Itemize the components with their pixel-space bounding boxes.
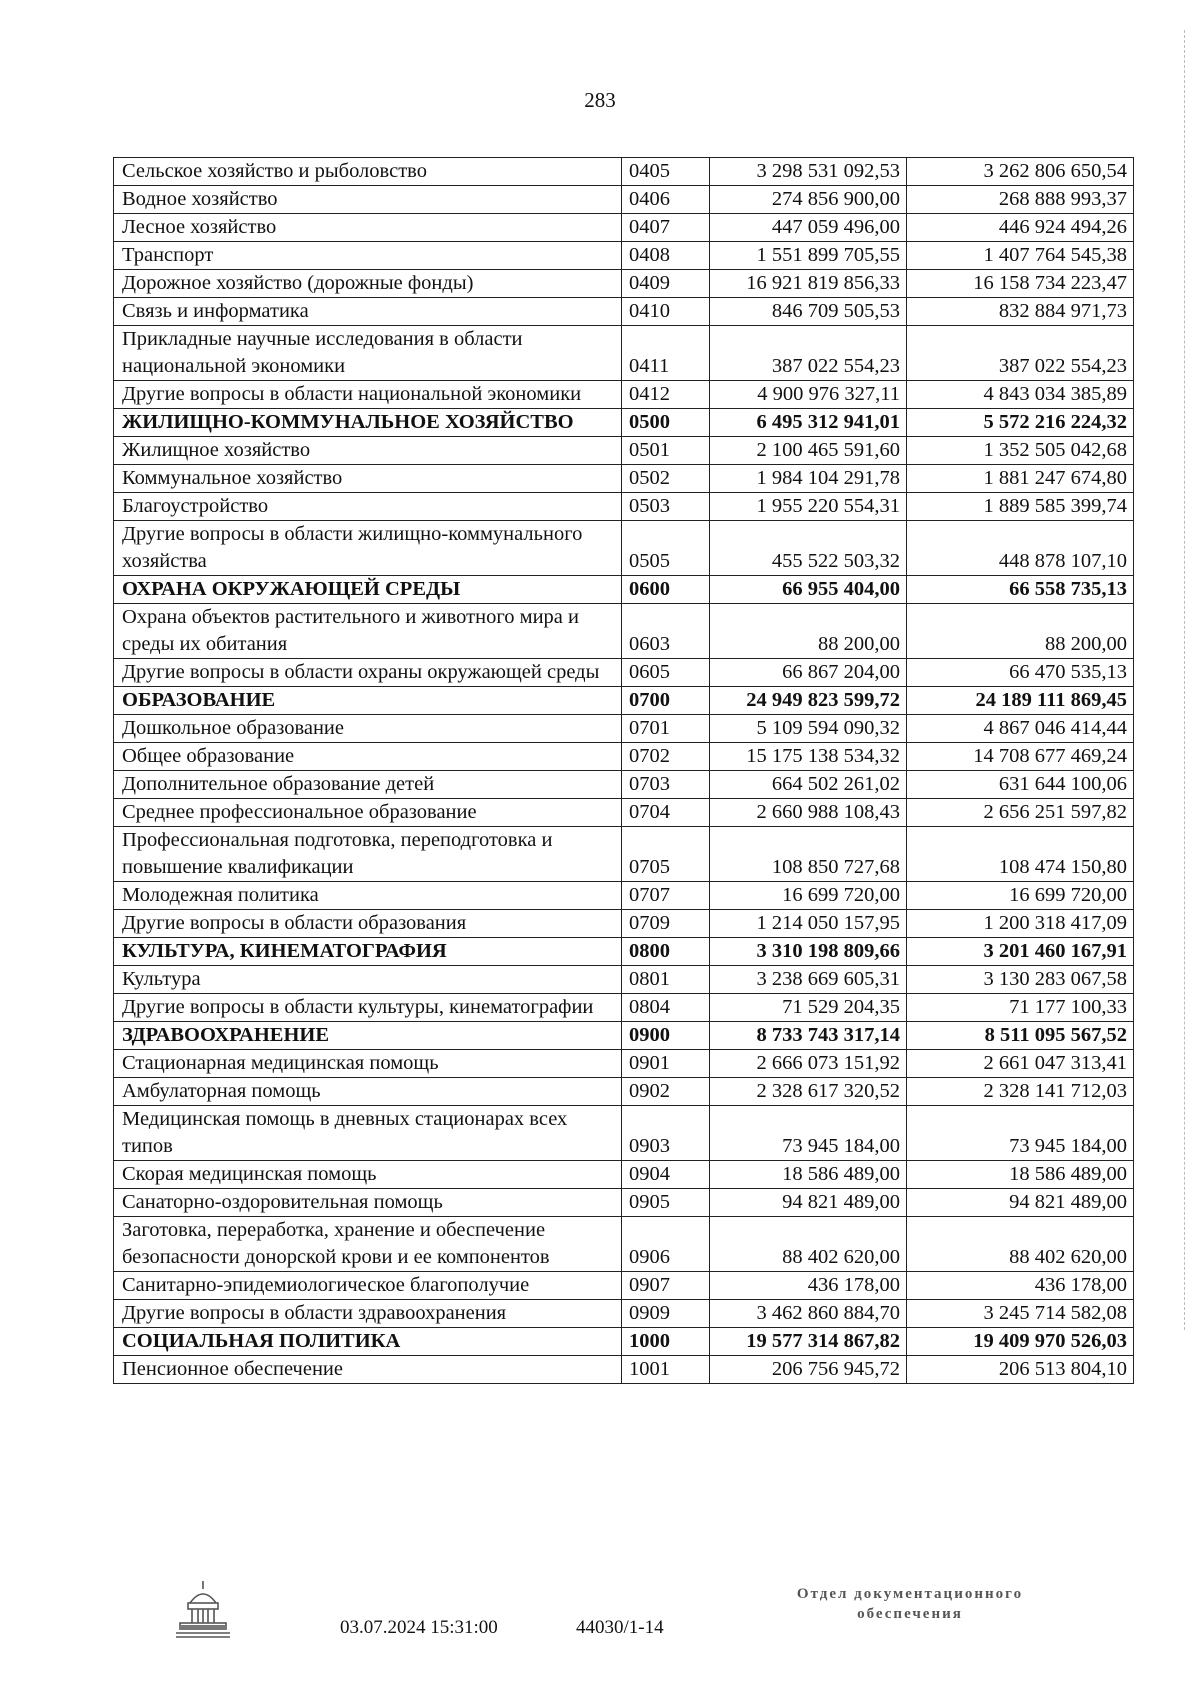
row-name-cell: Заготовка, переработка, хранение и обеспечение безопасности донорской крови и ее компонентов (114, 1217, 622, 1272)
row-name-cell: Прикладные научные исследования в области национальной экономики (114, 326, 622, 381)
row-executed-cell: 88 402 620,00 (907, 1217, 1134, 1272)
row-name-cell: Дорожное хозяйство (дорожные фонды) (114, 270, 622, 298)
table-row (114, 158, 1134, 186)
table-row (114, 1217, 1134, 1272)
table-row (114, 186, 1134, 214)
row-planned-cell: 8 733 743 317,14 (710, 1022, 907, 1050)
row-executed-cell: 446 924 494,26 (907, 214, 1134, 242)
table-row (114, 521, 1134, 576)
row-planned-cell: 66 955 404,00 (710, 576, 907, 604)
row-planned-cell: 274 856 900,00 (710, 186, 907, 214)
stamp-line-1: Отдел документационного (796, 1586, 1024, 1602)
row-planned-cell: 2 328 617 320,52 (710, 1078, 907, 1106)
table-row (114, 326, 1134, 381)
table-row (114, 214, 1134, 242)
row-name-cell: Амбулаторная помощь (114, 1078, 622, 1106)
table-row (114, 1078, 1134, 1106)
footer-timestamp: 03.07.2024 15:31:00 (340, 1617, 498, 1638)
row-executed-cell: 73 945 184,00 (907, 1106, 1134, 1161)
row-planned-cell: 88 200,00 (710, 604, 907, 659)
row-name-cell: Жилищное хозяйство (114, 437, 622, 465)
table-row (114, 882, 1134, 910)
table-row (114, 270, 1134, 298)
table-row (114, 659, 1134, 687)
row-planned-cell: 88 402 620,00 (710, 1217, 907, 1272)
row-code-cell: 0704 (622, 799, 710, 827)
row-executed-cell: 18 586 489,00 (907, 1161, 1134, 1189)
row-executed-cell: 3 245 714 582,08 (907, 1300, 1134, 1328)
table-row (114, 827, 1134, 882)
row-executed-cell: 19 409 970 526,03 (907, 1328, 1134, 1356)
row-planned-cell: 455 522 503,32 (710, 521, 907, 576)
row-executed-cell: 1 200 318 417,09 (907, 910, 1134, 938)
row-planned-cell: 1 551 899 705,55 (710, 242, 907, 270)
row-executed-cell: 94 821 489,00 (907, 1189, 1134, 1217)
row-executed-cell: 71 177 100,33 (907, 994, 1134, 1022)
row-planned-cell: 3 310 198 809,66 (710, 938, 907, 966)
row-name-cell: Охрана объектов растительного и животного мира и среды их обитания (114, 604, 622, 659)
row-executed-cell: 1 352 505 042,68 (907, 437, 1134, 465)
row-name-cell: ОБРАЗОВАНИЕ (114, 687, 622, 715)
department-stamp (760, 1584, 1060, 1624)
row-code-cell: 0900 (622, 1022, 710, 1050)
row-planned-cell: 2 666 073 151,92 (710, 1050, 907, 1078)
row-code-cell: 0707 (622, 882, 710, 910)
row-code-cell: 0505 (622, 521, 710, 576)
row-code-cell: 1000 (622, 1328, 710, 1356)
table-row (114, 381, 1134, 409)
row-name-cell: ЖИЛИЩНО-КОММУНАЛЬНОЕ ХОЗЯЙСТВО (114, 409, 622, 437)
row-executed-cell: 1 407 764 545,38 (907, 242, 1134, 270)
table-row (114, 1272, 1134, 1300)
row-planned-cell: 24 949 823 599,72 (710, 687, 907, 715)
table-row (114, 493, 1134, 521)
row-planned-cell: 846 709 505,53 (710, 298, 907, 326)
table-row (114, 1050, 1134, 1078)
table-row (114, 1356, 1134, 1384)
section-row (114, 938, 1134, 966)
row-planned-cell: 18 586 489,00 (710, 1161, 907, 1189)
row-code-cell: 0703 (622, 771, 710, 799)
row-executed-cell: 8 511 095 567,52 (907, 1022, 1134, 1050)
row-code-cell: 0406 (622, 186, 710, 214)
row-executed-cell: 24 189 111 869,45 (907, 687, 1134, 715)
row-code-cell: 0408 (622, 242, 710, 270)
row-name-cell: Общее образование (114, 743, 622, 771)
row-planned-cell: 15 175 138 534,32 (710, 743, 907, 771)
row-name-cell: Лесное хозяйство (114, 214, 622, 242)
row-code-cell: 0804 (622, 994, 710, 1022)
row-planned-cell: 73 945 184,00 (710, 1106, 907, 1161)
row-executed-cell: 3 130 283 067,58 (907, 966, 1134, 994)
row-name-cell: ОХРАНА ОКРУЖАЮЩЕЙ СРЕДЫ (114, 576, 622, 604)
footer-registration-number: 44030/1-14 (576, 1617, 664, 1638)
row-name-cell: Скорая медицинская помощь (114, 1161, 622, 1189)
section-row (114, 576, 1134, 604)
row-code-cell: 0702 (622, 743, 710, 771)
row-planned-cell: 436 178,00 (710, 1272, 907, 1300)
row-code-cell: 0700 (622, 687, 710, 715)
table-row (114, 994, 1134, 1022)
row-planned-cell: 2 100 465 591,60 (710, 437, 907, 465)
row-code-cell: 0901 (622, 1050, 710, 1078)
row-code-cell: 0412 (622, 381, 710, 409)
row-name-cell: Санитарно-эпидемиологическое благополучие (114, 1272, 622, 1300)
row-planned-cell: 108 850 727,68 (710, 827, 907, 882)
budget-table-body (114, 158, 1134, 1384)
table-row (114, 743, 1134, 771)
section-row (114, 1022, 1134, 1050)
row-executed-cell: 832 884 971,73 (907, 298, 1134, 326)
row-code-cell: 1001 (622, 1356, 710, 1384)
row-code-cell: 0905 (622, 1189, 710, 1217)
row-executed-cell: 16 699 720,00 (907, 882, 1134, 910)
row-planned-cell: 1 984 104 291,78 (710, 465, 907, 493)
row-name-cell: Стационарная медицинская помощь (114, 1050, 622, 1078)
row-code-cell: 0909 (622, 1300, 710, 1328)
row-planned-cell: 3 238 669 605,31 (710, 966, 907, 994)
table-row (114, 715, 1134, 743)
row-planned-cell: 3 298 531 092,53 (710, 158, 907, 186)
row-executed-cell: 387 022 554,23 (907, 326, 1134, 381)
row-planned-cell: 6 495 312 941,01 (710, 409, 907, 437)
section-row (114, 1328, 1134, 1356)
table-row (114, 1189, 1134, 1217)
row-name-cell: Благоустройство (114, 493, 622, 521)
row-planned-cell: 447 059 496,00 (710, 214, 907, 242)
row-code-cell: 0605 (622, 659, 710, 687)
row-executed-cell: 16 158 734 223,47 (907, 270, 1134, 298)
row-name-cell: Среднее профессиональное образование (114, 799, 622, 827)
row-code-cell: 0501 (622, 437, 710, 465)
row-executed-cell: 14 708 677 469,24 (907, 743, 1134, 771)
budget-table (113, 157, 1134, 1384)
row-name-cell: Молодежная политика (114, 882, 622, 910)
table-row (114, 242, 1134, 270)
table-row (114, 910, 1134, 938)
row-code-cell: 0603 (622, 604, 710, 659)
row-name-cell: Дополнительное образование детей (114, 771, 622, 799)
row-name-cell: Пенсионное обеспечение (114, 1356, 622, 1384)
table-row (114, 298, 1134, 326)
row-planned-cell: 206 756 945,72 (710, 1356, 907, 1384)
row-name-cell: Транспорт (114, 242, 622, 270)
row-code-cell: 0904 (622, 1161, 710, 1189)
row-code-cell: 0411 (622, 326, 710, 381)
stamp-line-2: обеспечения (857, 1606, 963, 1622)
row-planned-cell: 16 921 819 856,33 (710, 270, 907, 298)
row-code-cell: 0500 (622, 409, 710, 437)
table-row (114, 465, 1134, 493)
row-code-cell: 0503 (622, 493, 710, 521)
section-row (114, 687, 1134, 715)
table-row (114, 966, 1134, 994)
row-executed-cell: 268 888 993,37 (907, 186, 1134, 214)
row-planned-cell: 94 821 489,00 (710, 1189, 907, 1217)
row-planned-cell: 664 502 261,02 (710, 771, 907, 799)
row-executed-cell: 436 178,00 (907, 1272, 1134, 1300)
row-planned-cell: 4 900 976 327,11 (710, 381, 907, 409)
row-executed-cell: 2 661 047 313,41 (907, 1050, 1134, 1078)
row-executed-cell: 3 201 460 167,91 (907, 938, 1134, 966)
table-row (114, 437, 1134, 465)
row-executed-cell: 88 200,00 (907, 604, 1134, 659)
row-name-cell: Связь и информатика (114, 298, 622, 326)
row-code-cell: 0502 (622, 465, 710, 493)
row-executed-cell: 1 881 247 674,80 (907, 465, 1134, 493)
row-name-cell: Медицинская помощь в дневных стационарах всех типов (114, 1106, 622, 1161)
row-name-cell: Профессиональная подготовка, переподготовка и повышение квалификации (114, 827, 622, 882)
row-code-cell: 0800 (622, 938, 710, 966)
table-row (114, 604, 1134, 659)
row-name-cell: Культура (114, 966, 622, 994)
row-code-cell: 0701 (622, 715, 710, 743)
row-name-cell: Сельское хозяйство и рыболовство (114, 158, 622, 186)
row-name-cell: Санаторно-оздоровительная помощь (114, 1189, 622, 1217)
row-code-cell: 0409 (622, 270, 710, 298)
row-name-cell: Дошкольное образование (114, 715, 622, 743)
row-planned-cell: 16 699 720,00 (710, 882, 907, 910)
row-executed-cell: 3 262 806 650,54 (907, 158, 1134, 186)
row-executed-cell: 5 572 216 224,32 (907, 409, 1134, 437)
row-name-cell: ЗДРАВООХРАНЕНИЕ (114, 1022, 622, 1050)
table-row (114, 771, 1134, 799)
row-name-cell: Другие вопросы в области национальной экономики (114, 381, 622, 409)
row-code-cell: 0410 (622, 298, 710, 326)
table-row (114, 1300, 1134, 1328)
row-code-cell: 0407 (622, 214, 710, 242)
duma-building-icon (168, 1575, 238, 1645)
row-planned-cell: 2 660 988 108,43 (710, 799, 907, 827)
row-name-cell: СОЦИАЛЬНАЯ ПОЛИТИКА (114, 1328, 622, 1356)
row-name-cell: Водное хозяйство (114, 186, 622, 214)
table-row (114, 1106, 1134, 1161)
row-code-cell: 0709 (622, 910, 710, 938)
row-code-cell: 0903 (622, 1106, 710, 1161)
scan-margin-mark (1184, 30, 1191, 1330)
row-planned-cell: 1 214 050 157,95 (710, 910, 907, 938)
section-row (114, 409, 1134, 437)
row-name-cell: Коммунальное хозяйство (114, 465, 622, 493)
row-name-cell: КУЛЬТУРА, КИНЕМАТОГРАФИЯ (114, 938, 622, 966)
row-executed-cell: 2 656 251 597,82 (907, 799, 1134, 827)
row-executed-cell: 108 474 150,80 (907, 827, 1134, 882)
row-code-cell: 0405 (622, 158, 710, 186)
row-planned-cell: 19 577 314 867,82 (710, 1328, 907, 1356)
row-executed-cell: 66 558 735,13 (907, 576, 1134, 604)
row-code-cell: 0705 (622, 827, 710, 882)
row-code-cell: 0907 (622, 1272, 710, 1300)
row-planned-cell: 71 529 204,35 (710, 994, 907, 1022)
page-number: 283 (584, 88, 616, 112)
row-executed-cell: 2 328 141 712,03 (907, 1078, 1134, 1106)
table-row (114, 799, 1134, 827)
row-code-cell: 0902 (622, 1078, 710, 1106)
row-name-cell: Другие вопросы в области образования (114, 910, 622, 938)
table-row (114, 1161, 1134, 1189)
row-executed-cell: 4 867 046 414,44 (907, 715, 1134, 743)
row-executed-cell: 1 889 585 399,74 (907, 493, 1134, 521)
row-executed-cell: 4 843 034 385,89 (907, 381, 1134, 409)
row-code-cell: 0906 (622, 1217, 710, 1272)
row-name-cell: Другие вопросы в области культуры, кинематографии (114, 994, 622, 1022)
row-name-cell: Другие вопросы в области жилищно-коммунального хозяйства (114, 521, 622, 576)
row-code-cell: 0801 (622, 966, 710, 994)
row-executed-cell: 66 470 535,13 (907, 659, 1134, 687)
row-planned-cell: 5 109 594 090,32 (710, 715, 907, 743)
row-planned-cell: 1 955 220 554,31 (710, 493, 907, 521)
row-planned-cell: 387 022 554,23 (710, 326, 907, 381)
row-planned-cell: 66 867 204,00 (710, 659, 907, 687)
row-executed-cell: 206 513 804,10 (907, 1356, 1134, 1384)
row-executed-cell: 448 878 107,10 (907, 521, 1134, 576)
row-executed-cell: 631 644 100,06 (907, 771, 1134, 799)
row-name-cell: Другие вопросы в области здравоохранения (114, 1300, 622, 1328)
row-planned-cell: 3 462 860 884,70 (710, 1300, 907, 1328)
row-code-cell: 0600 (622, 576, 710, 604)
row-name-cell: Другие вопросы в области охраны окружающей среды (114, 659, 622, 687)
